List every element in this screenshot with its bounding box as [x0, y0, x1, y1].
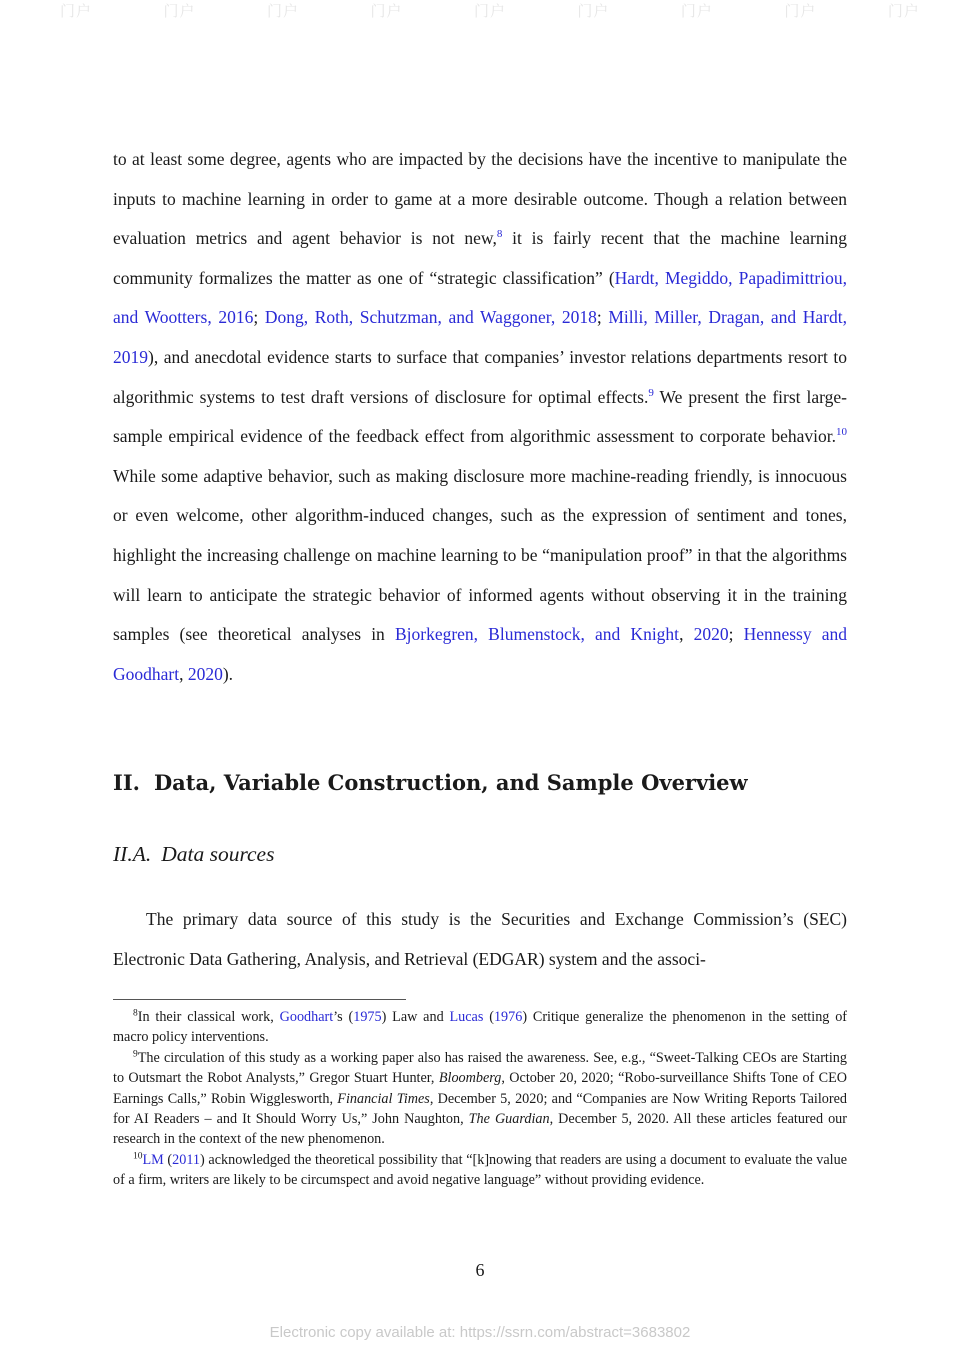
watermark-mark: 门户 — [887, 3, 920, 20]
watermark-mark: 门户 — [370, 3, 403, 20]
citation-separator: ; — [728, 624, 744, 645]
citation-bjorkegren[interactable]: Bjorkegren, Blumenstock, and Knight — [394, 624, 680, 645]
intro-paragraph — [113, 140, 847, 694]
footnote-10 — [113, 1150, 847, 1191]
section-title: Data, Variable Construction, and Sample Overview — [153, 770, 748, 795]
data-sources-paragraph — [113, 900, 847, 979]
citation-dong-2018[interactable]: Dong, Roth, Schutzman, and Waggoner, 2018 — [264, 307, 597, 328]
footnote-text: The circulation of this study as a working paper also has raised the awareness. See, e.g., “Sweet-Talking CEOs are Starting to Outsmart the Robot Analysts,” Gregor Stuart Hunter, — [113, 1049, 847, 1087]
footnote-ref-9[interactable]: 9 — [648, 386, 654, 399]
footnote-ref-10[interactable]: 10 — [836, 426, 847, 439]
publication-name: Financial Times — [337, 1090, 430, 1107]
watermark-mark: 门户 — [473, 3, 506, 20]
intro-text-4: We present the first large-sample empirical evidence of the feedback effect from algorithmic assessment to corporate behavior. — [113, 386, 847, 447]
citation-lucas-year[interactable]: 1976 — [493, 1009, 523, 1025]
citation-hennessy[interactable]: Hennessy and Goodhart — [113, 624, 848, 684]
watermark-mark: 门户 — [266, 3, 299, 20]
footnote-text: ( — [163, 1151, 173, 1168]
citation-goodhart-year[interactable]: 1975 — [353, 1009, 382, 1025]
subsection-number: II.A. — [113, 842, 152, 866]
citation-hardt-2016[interactable]: Hardt, Megiddo, Papadimittriou, and Wootters, 2016 — [113, 267, 847, 328]
footnote-number: 10 — [133, 1151, 143, 1162]
footnote-number: 8 — [133, 1008, 138, 1019]
footnote-rule — [113, 999, 406, 1000]
ssrn-watermark: Electronic copy available at: https://ssrn.com/abstract=3683802 — [269, 1324, 691, 1341]
data-sources-text: The primary data source of this study is the Securities and Exchange Commission’s (SEC) Electronic Data Gathering, Analysis, and Retrieval (EDGAR) system and the associ- — [113, 909, 847, 969]
section-number: II. — [113, 770, 140, 795]
intro-text-5: While some adaptive behavior, such as making disclosure more machine-reading friendly, is innocuous or even welcome, other algorithm-induced changes, such as the expression of sentiment and tones, highlight the increasing challenge on machine learning to be “manipulation proof” in that the algorithms will learn to anticipate the strategic behavior of informed agents without observing it in the training samples (see theoretical analyses in — [113, 465, 847, 645]
intro-text-6: ). — [222, 663, 234, 684]
footnote-text: , December 5, 2020. All these articles featured our research in the context of the new phenomenon. — [113, 1111, 847, 1148]
citation-separator: ; — [596, 307, 609, 328]
footnote-text: , December 5, 2020; and “Companies are Now Writing Reports Tailored for AI Readers – and It Should Worry Us,” John Naughton, — [113, 1090, 848, 1128]
watermark-mark: 门户 — [784, 3, 817, 20]
footnote-9 — [113, 1048, 847, 1150]
page-number: 6 — [475, 1260, 485, 1280]
citation-separator: , — [179, 663, 188, 684]
citation-separator: , — [679, 624, 694, 645]
footnotes — [113, 1007, 847, 1191]
watermark-row — [60, 0, 920, 22]
section-heading — [113, 770, 847, 795]
citation-lm-year[interactable]: 2011 — [172, 1151, 201, 1168]
watermark-mark: 门户 — [163, 3, 196, 20]
citation-lucas[interactable]: Lucas — [449, 1009, 484, 1025]
citation-milli-2019[interactable]: Milli, Miller, Dragan, and Hardt, 2019 — [113, 307, 847, 367]
citation-hennessy-year[interactable]: 2020 — [187, 663, 223, 684]
intro-text-3: ), and anecdotal evidence starts to surface that companies’ investor relations departments resort to algorithmic systems to test draft versions of disclosure for optimal effects. — [113, 346, 847, 407]
citation-bjorkegren-year[interactable]: 2020 — [693, 624, 729, 645]
footnote-ref-8[interactable]: 8 — [496, 228, 503, 241]
citation-lm[interactable]: LM — [142, 1151, 164, 1168]
footnote-text: ’s ( — [333, 1009, 354, 1025]
subsection-heading — [113, 842, 847, 867]
publication-name: The Guardian — [468, 1111, 550, 1128]
intro-text — [113, 140, 847, 694]
footnote-number: 9 — [133, 1049, 138, 1060]
footnote-text: ) Law and — [381, 1009, 450, 1025]
intro-text-1: to at least some degree, agents who are impacted by the decisions have the incentive to manipulate the inputs to machine learning in order to game at a more desirable outcome. Though a relation between evaluation metrics and agent behavior is not new, — [113, 149, 847, 249]
footnote-text: ) acknowledged the theoretical possibility that “[k]nowing that readers are using a document to evaluate the value of a firm, writers are likely to be circumspect and avoid negative language” without providing evidence. — [113, 1151, 847, 1189]
watermark-mark: 门户 — [577, 3, 610, 20]
watermark-mark: 门户 — [60, 3, 93, 20]
footnote-text: In their classical work, — [137, 1009, 280, 1025]
subsection-title: Data sources — [161, 842, 275, 866]
footnote-text: ) Critique generalize the phenomenon in the setting of macro policy interventions. — [113, 1009, 848, 1046]
footnote-8 — [113, 1007, 847, 1048]
footnote-text: , October 20, 2020; “Robo-surveillance Shifts Tone of CEO Earnings Calls,” Robin Wigglesworth, — [113, 1070, 847, 1107]
citation-goodhart[interactable]: Goodhart — [279, 1009, 334, 1025]
footnote-text: ( — [483, 1009, 494, 1025]
watermark-mark: 门户 — [680, 3, 713, 20]
publication-name: Bloomberg — [438, 1070, 502, 1087]
intro-text-2: it is fairly recent that the machine learning community formalizes the matter as one of “strategic classification” ( — [113, 228, 847, 288]
citation-separator: ; — [253, 307, 265, 328]
